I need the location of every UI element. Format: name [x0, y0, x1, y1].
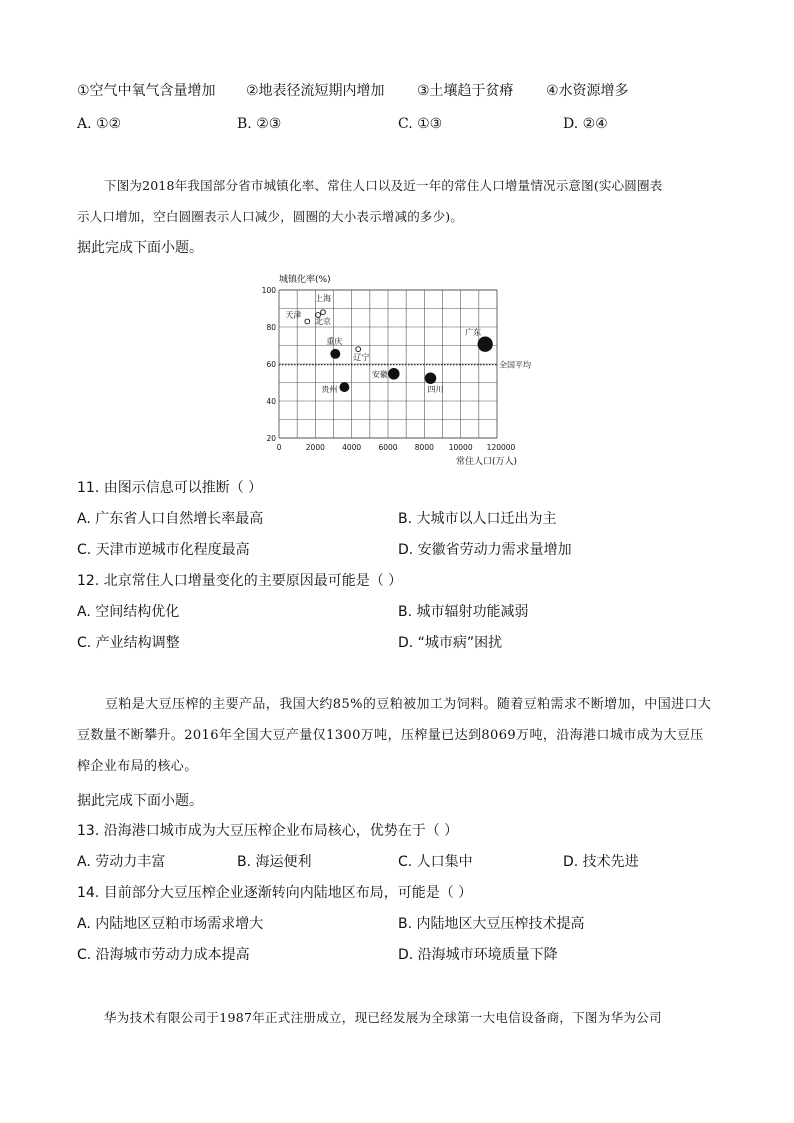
y-tick-label: 60	[266, 360, 276, 369]
point-广东	[478, 337, 492, 351]
q10-option-a[interactable]: A. ①②	[77, 116, 122, 132]
y-axis-label: 城镇化率(%)	[279, 275, 331, 285]
q10-option-d[interactable]: D. ②④	[563, 116, 608, 132]
point-label: 天津	[285, 310, 302, 320]
x-tick-label: 120000	[486, 443, 516, 452]
q11-option-d[interactable]: D. 安徽省劳动力需求量增加	[398, 542, 572, 558]
q14-stem: 14. 目前部分大豆压榨企业逐渐转向内陆地区布局，可能是（ ）	[77, 885, 473, 901]
q11-option-c[interactable]: C. 天津市逆城市化程度最高	[77, 542, 250, 558]
q14-option-c[interactable]: C. 沿海城市劳动力成本提高	[77, 947, 250, 963]
q10-statement-4: ④水资源增多	[546, 83, 629, 99]
x-tick-label: 6000	[378, 443, 398, 452]
q10-statement-1: ①空气中氧气含量增加	[77, 83, 216, 99]
q12-stem: 12. 北京常住人口增量变化的主要原因最可能是（ ）	[77, 573, 403, 589]
q14-option-d[interactable]: D. 沿海城市环境质量下降	[398, 947, 558, 963]
point-四川	[425, 373, 436, 384]
intro-paragraph-2: 豆粕是大豆压榨的主要产品，我国大约85%的豆粕被加工为饲料。随着豆粕需求不断增加，中国进口大豆数量不断攀升。2016年全国大豆产量仅1300万吨，压榨量已达到8069万吨，沿海港口城市成为大豆压榨企业布局的核心。	[77, 697, 712, 774]
q12-option-a[interactable]: A. 空间结构优化	[77, 604, 180, 620]
x-tick-label: 10000	[448, 443, 473, 452]
point-label: 辽宁	[353, 353, 370, 363]
intro-paragraph-3: 华为技术有限公司于1987年正式注册成立，现已经发展为全球第一大电信设备商，下图为华为公司	[104, 1010, 662, 1025]
x-tick-label: 0	[276, 443, 282, 452]
q13-option-a[interactable]: A. 劳动力丰富	[77, 854, 166, 870]
point-辽宁	[356, 347, 361, 352]
q10-statement-2: ②地表径流短期内增加	[246, 83, 385, 99]
point-label: 北京	[315, 316, 332, 326]
q12-option-d[interactable]: D. “城市病”困扰	[398, 635, 503, 651]
point-label: 四川	[427, 385, 444, 395]
point-label: 上海	[314, 294, 331, 304]
q11-option-b[interactable]: B. 大城市以人口迁出为主	[398, 511, 557, 527]
q10-option-b[interactable]: B. ②③	[237, 116, 282, 132]
q13-option-b[interactable]: B. 海运便利	[237, 854, 312, 870]
q13-stem: 13. 沿海港口城市成为大豆压榨企业布局核心，优势在于（ ）	[77, 823, 459, 839]
point-label: 广东	[465, 328, 482, 338]
q14-option-b[interactable]: B. 内陆地区大豆压榨技术提高	[398, 916, 585, 932]
intro-paragraph-1-line-2: 示人口增加，空白圆圈表示人口减少，圆圈的大小表示增减的多少)。	[77, 209, 464, 224]
urbanization-scatter-chart	[250, 268, 550, 468]
point-label: 重庆	[326, 336, 343, 346]
q13-option-c[interactable]: C. 人口集中	[398, 854, 473, 870]
point-label: 安徽	[371, 369, 388, 379]
point-label: 贵州	[321, 385, 338, 395]
y-tick-label: 20	[266, 434, 276, 443]
q10-statement-3: ③土壤趋于贫瘠	[417, 83, 514, 99]
intro-paragraph-1-line-1: 下图为2018年我国部分省市城镇化率、常住人口以及近一年的常住人口增量情况示意图(实心圆圈表	[104, 178, 663, 193]
point-天津	[305, 319, 310, 324]
y-tick-label: 80	[266, 323, 276, 332]
x-axis-label: 常住人口(万人)	[456, 457, 518, 467]
national-average-line	[279, 360, 531, 370]
reference-line-label: 全国平均	[499, 360, 531, 370]
x-tick-label: 2000	[305, 443, 325, 452]
q12-option-b[interactable]: B. 城市辐射功能减弱	[398, 604, 529, 620]
point-上海	[321, 310, 326, 315]
instruction-1: 据此完成下面小题。	[77, 240, 203, 256]
y-tick-label: 100	[261, 286, 276, 295]
q11-stem: 11. 由图示信息可以推断（ ）	[77, 480, 263, 496]
x-tick-label: 4000	[342, 443, 362, 452]
point-安徽	[389, 369, 400, 380]
x-tick-label: 8000	[414, 443, 434, 452]
chart-grid	[279, 290, 497, 438]
point-重庆	[331, 349, 340, 358]
point-贵州	[340, 383, 349, 392]
q10-option-c[interactable]: C. ①③	[398, 116, 443, 132]
q11-option-a[interactable]: A. 广东省人口自然增长率最高	[77, 511, 264, 527]
q12-option-c[interactable]: C. 产业结构调整	[77, 635, 180, 651]
instruction-2: 据此完成下面小题。	[77, 793, 203, 809]
q13-option-d[interactable]: D. 技术先进	[563, 854, 639, 870]
y-tick-label: 40	[266, 397, 276, 406]
q14-option-a[interactable]: A. 内陆地区豆粕市场需求增大	[77, 916, 264, 932]
